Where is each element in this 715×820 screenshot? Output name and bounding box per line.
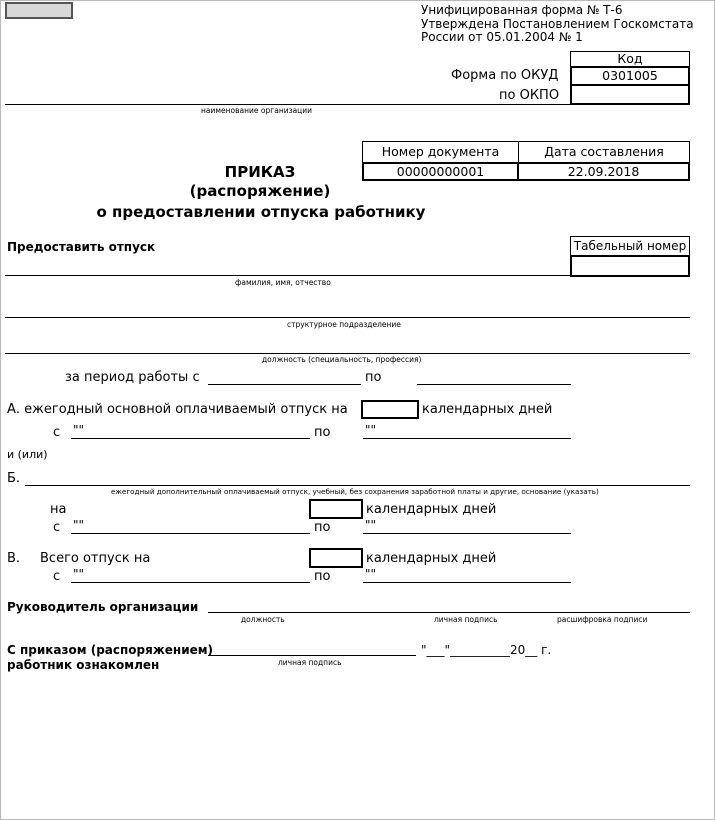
- fio-line[interactable]: [5, 275, 570, 276]
- ack-date[interactable]: "___"__________20__ г.: [421, 643, 552, 657]
- title-line3: о предоставлении отпуска работнику: [96, 203, 426, 221]
- form-name-line1: Унифицированная форма № Т-6: [421, 3, 623, 17]
- title-line2: (распоряжение): [189, 182, 331, 200]
- section-b-label: Б.: [7, 471, 21, 486]
- period-to-line[interactable]: [417, 384, 571, 385]
- okpo-value[interactable]: [570, 84, 690, 105]
- section-a-to-label: по: [314, 425, 331, 440]
- top-left-box: [5, 2, 73, 19]
- org-name-line[interactable]: [5, 104, 570, 105]
- fio-caption: фамилия, имя, отчество: [235, 278, 331, 287]
- form-name-line3: России от 05.01.2004 № 1: [421, 30, 583, 44]
- head-position-caption: должность: [241, 615, 285, 624]
- section-v-from-quote: "": [73, 567, 85, 581]
- section-v-to-label: по: [314, 569, 331, 584]
- position-line[interactable]: [5, 353, 690, 354]
- section-v-total-label: Всего отпуск на: [40, 551, 151, 566]
- section-a-from-quote: "": [73, 423, 85, 437]
- period-from-line[interactable]: [208, 384, 361, 385]
- section-v-label: В.: [7, 551, 21, 566]
- kod-header: Код: [570, 51, 690, 67]
- section-a-to-line[interactable]: [363, 438, 571, 439]
- ack-line1: С приказом (распоряжением): [7, 643, 214, 657]
- ack-line2: работник ознакомлен: [7, 658, 160, 672]
- section-b-to-quote: "": [365, 518, 377, 532]
- section-b-from-line[interactable]: [71, 533, 310, 534]
- section-b-to-label: по: [314, 520, 331, 535]
- doc-date-value[interactable]: 22.09.2018: [517, 162, 690, 181]
- tab-number-value[interactable]: [570, 255, 690, 277]
- section-a-to-quote: "": [365, 423, 377, 437]
- okud-value[interactable]: 0301005: [570, 66, 690, 86]
- dept-line[interactable]: [5, 317, 690, 318]
- period-to-label: по: [365, 370, 382, 385]
- doc-number-header: Номер документа: [362, 141, 519, 163]
- section-b-caption: ежегодный дополнительный оплачиваемый отпуск, учебный, без сохранения заработной платы и другие, основание (указать): [111, 487, 599, 496]
- section-v-to-quote: "": [365, 567, 377, 581]
- section-b-days-box[interactable]: [309, 499, 363, 519]
- section-a-from-line[interactable]: [71, 438, 310, 439]
- ack-signature-line[interactable]: [208, 655, 416, 656]
- doc-date-header: Дата составления: [518, 141, 690, 163]
- head-signature-line[interactable]: [208, 612, 690, 613]
- section-v-days-label: календарных дней: [366, 551, 497, 566]
- section-v-days-box[interactable]: [309, 548, 363, 568]
- section-b-on-label: на: [50, 502, 67, 517]
- section-b-days-label: календарных дней: [366, 502, 497, 517]
- position-caption: должность (специальность, профессия): [262, 355, 422, 364]
- section-b-from-quote: "": [73, 518, 85, 532]
- okpo-label: по ОКПО: [499, 88, 560, 103]
- title-line1: ПРИКАЗ: [224, 163, 296, 181]
- ack-signature-caption: личная подпись: [278, 658, 342, 667]
- section-a-from-label: с: [53, 425, 61, 440]
- section-v-to-line[interactable]: [363, 582, 571, 583]
- section-b-from-label: с: [53, 520, 61, 535]
- section-a-days-box[interactable]: [361, 400, 419, 419]
- section-a-label: А. ежегодный основной оплачиваемый отпуск на: [7, 402, 348, 417]
- dept-caption: структурное подразделение: [287, 320, 401, 329]
- org-name-caption: наименование организации: [201, 106, 313, 115]
- head-signature-caption: личная подпись: [434, 615, 498, 624]
- section-v-from-line[interactable]: [71, 582, 310, 583]
- grant-leave-label: Предоставить отпуск: [7, 240, 156, 254]
- section-b-line[interactable]: [25, 485, 690, 486]
- okud-label: Форма по ОКУД: [451, 68, 559, 83]
- section-a-days-label: календарных дней: [422, 402, 553, 417]
- form-name-line2: Утверждена Постановлением Госкомстата: [421, 17, 694, 31]
- and-or-label: и (или): [7, 448, 48, 461]
- head-label: Руководитель организации: [7, 600, 199, 614]
- tab-number-header: Табельный номер: [570, 236, 690, 256]
- section-v-from-label: с: [53, 569, 61, 584]
- section-b-to-line[interactable]: [363, 533, 571, 534]
- period-from-label: за период работы с: [65, 370, 200, 385]
- head-decode-caption: расшифровка подписи: [557, 615, 648, 624]
- doc-number-value[interactable]: 00000000001: [362, 162, 519, 181]
